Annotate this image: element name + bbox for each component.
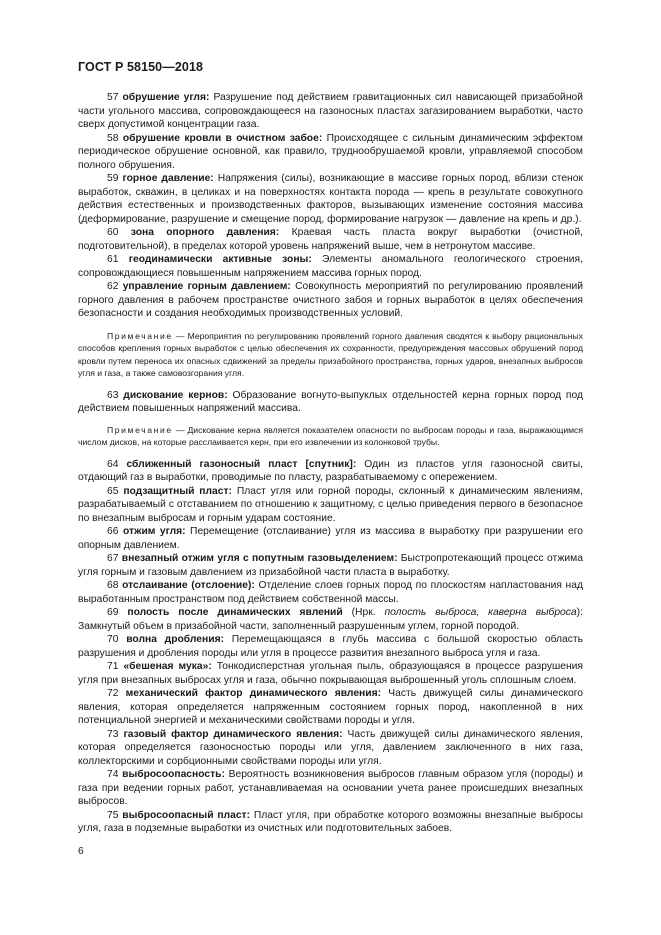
note-62: Примечание — Мероприятия по регулированию проявлений горного давления сводятся к выбору рациональных способов крепления горных выработок с целью обеспечения их сохранности, предупреждения массовых обрушений пород кровли путем переноса их опасных сдвижений за пределы призабойного пространства, горных ударов, внезапных выбросов угля и газа, а также самовозгорания угля. (78, 330, 583, 378)
term: геодинамически активные зоны: (128, 254, 312, 265)
term: выбросоопасный пласт: (122, 809, 251, 821)
entry-64: 64 сближенный газоносный пласт [спутник]: Один из пластов угля газоносной свиты, отдающий газ в выработки, проводимые по пласту, разрабатываемому с опережением. (78, 458, 583, 483)
term: обрушение угля: (122, 92, 210, 103)
document-header: ГОСТ Р 58150—2018 (78, 60, 204, 74)
term: сближенный газоносный пласт [спутник]: (126, 458, 357, 470)
term: выбросоопасность: (122, 769, 225, 780)
term: полость после динамических явлений (127, 607, 343, 618)
term: обрушение кровли в очистном забое: (122, 132, 323, 144)
entry-74: 74 выбросоопасность: Вероятность возникновения выбросов главным образом угля (породы) и газа при ведении горных работ, устанавливаемая на основании учета ранее происшедших внезапных выбросов. (78, 769, 583, 807)
term: управление горным давлением: (122, 281, 291, 292)
note-label: Примечание (107, 330, 173, 341)
entry-66: 66 отжим угля: Перемещение (отслаивание) угля из массива в выработку при разрушении его опорным давлением. (78, 526, 583, 551)
term: отслаивание (отслоение): (122, 580, 255, 591)
entry-63: 63 дискование кернов: Образование вогнуто-выпуклых отдельностей керна горных пород под действием повышенных напряжений массива. (78, 389, 583, 414)
note-label: Примечание (107, 424, 173, 435)
entry-67: 67 внезапный отжим угля с попутным газовыделением: Быстропротекающий процесс отжима угля горным и газовым давлением из призабойной части пласта в выработку. (78, 553, 583, 578)
entry-57: 57 обрушение угля: Разрушение под действием гравитационных сил нависающей призабойной части угольного массива, сопровождающееся на газоносных пластах загазированием выработки, часто сверх допустимой концентрации газа. (78, 92, 583, 130)
term: «бешеная мука»: (123, 661, 212, 672)
entry-58: 58 обрушение кровли в очистном забое: Происходящее с сильным динамическим эффектом периодическое обрушение основной, как правило, труднообрушаемой кровли, управляемой способом полного обрушения. (78, 132, 583, 171)
term: отжим угля: (122, 526, 186, 537)
term: зона опорного давления: (130, 227, 280, 238)
page-number: 6 (78, 846, 84, 857)
entry-75: 75 выбросоопасный пласт: Пласт угля, при обработке которого возможны внезапные выбросы угля, газа в подземные выработки из очистных или подготовительных забоев. (78, 809, 583, 834)
document-body (78, 91, 583, 836)
term: подзащитный пласт: (123, 485, 232, 497)
entry-69: 69 полость после динамических явлений (Нрк. полость выброса, каверна выброса): Замкнутый объем в призабойной части, заполненный разрушенным углем, горной породой. (78, 607, 583, 632)
entry-71: 71 «бешеная мука»: Тонкодисперстная угольная пыль, образующаяся в процессе разрушения угля при внезапных выбросах угля и газа, обычно покрывающая выброшенный уголь сплошным слоем. (78, 661, 583, 686)
entry-62: 62 управление горным давлением: Совокупность мероприятий по регулированию проявлений горного давления в рабочем пространстве очистного забоя и горных выработок в целях обеспечения безопасности и создания необходимых производственных условий. (78, 281, 583, 319)
entry-68: 68 отслаивание (отслоение): Отделение слоев горных пород по плоскостям напластования над выработанным пространством под действием собственной массы. (78, 580, 583, 605)
term: волна дробления: (126, 634, 225, 645)
note-63: Примечание — Дискование керна является показателем опасности по выбросам породы и газа, выражающимся числом дисков, на которые расслаивается керн, при его извлечении из колонковой трубы. (78, 424, 583, 447)
entry-70: 70 волна дробления: Перемещающаяся в глубь массива с большой скоростью область разрушения и дробления породы или угля в процессе развития внезапного выброса угля и газа. (78, 634, 583, 659)
entry-61: 61 геодинамически активные зоны: Элементы аномального геологического строения, сопровождающиеся повышенным напряжением массива горных пород. (78, 254, 583, 279)
term: горное давление: (122, 173, 214, 184)
entry-59: 59 горное давление: Напряжения (силы), возникающие в массиве горных пород, вблизи стенок выработок, скважин, в целиках и на поверхностях контакта порода — крепь в результате совокупного действия естественных и производственных факторов, вызывающих изменение состояния массива (деформирование, разрушение и смещение пород, формирование нагрузок — давление на крепь и др.). (78, 173, 583, 225)
entry-73: 73 газовый фактор динамического явления: Часть движущей силы динамического явления, которая определяется газоносностью породы или угля, давлением заключенного в них газа, коллекторскими и сорбционными свойствами породы или угля. (78, 728, 583, 767)
term: внезапный отжим угля с попутным газовыделением: (121, 553, 398, 564)
entry-60: 60 зона опорного давления: Краевая часть пласта вокруг выработки (очистной, подготовительной), в пределах которой уровень напряжений выше, чем в нетронутом массиве. (78, 227, 583, 252)
entry-65: 65 подзащитный пласт: Пласт угля или горной породы, склонный к динамическим явлениям, разрабатываемый с отставанием по отношению к защитному, с целью приведения первого в безопасное по внезапным выбросам и горным ударам состояние. (78, 485, 583, 524)
entry-72: 72 механический фактор динамического явления: Часть движущей силы динамического явления, которая определяется напряженным состоянием горных пород, накопленной в них потенциальной энергией и механическими свойствами породы и угля. (78, 688, 583, 726)
term: механический фактор динамического явления: (125, 688, 382, 699)
term: дискование кернов: (123, 389, 228, 401)
term: газовый фактор динамического явления: (123, 728, 343, 740)
